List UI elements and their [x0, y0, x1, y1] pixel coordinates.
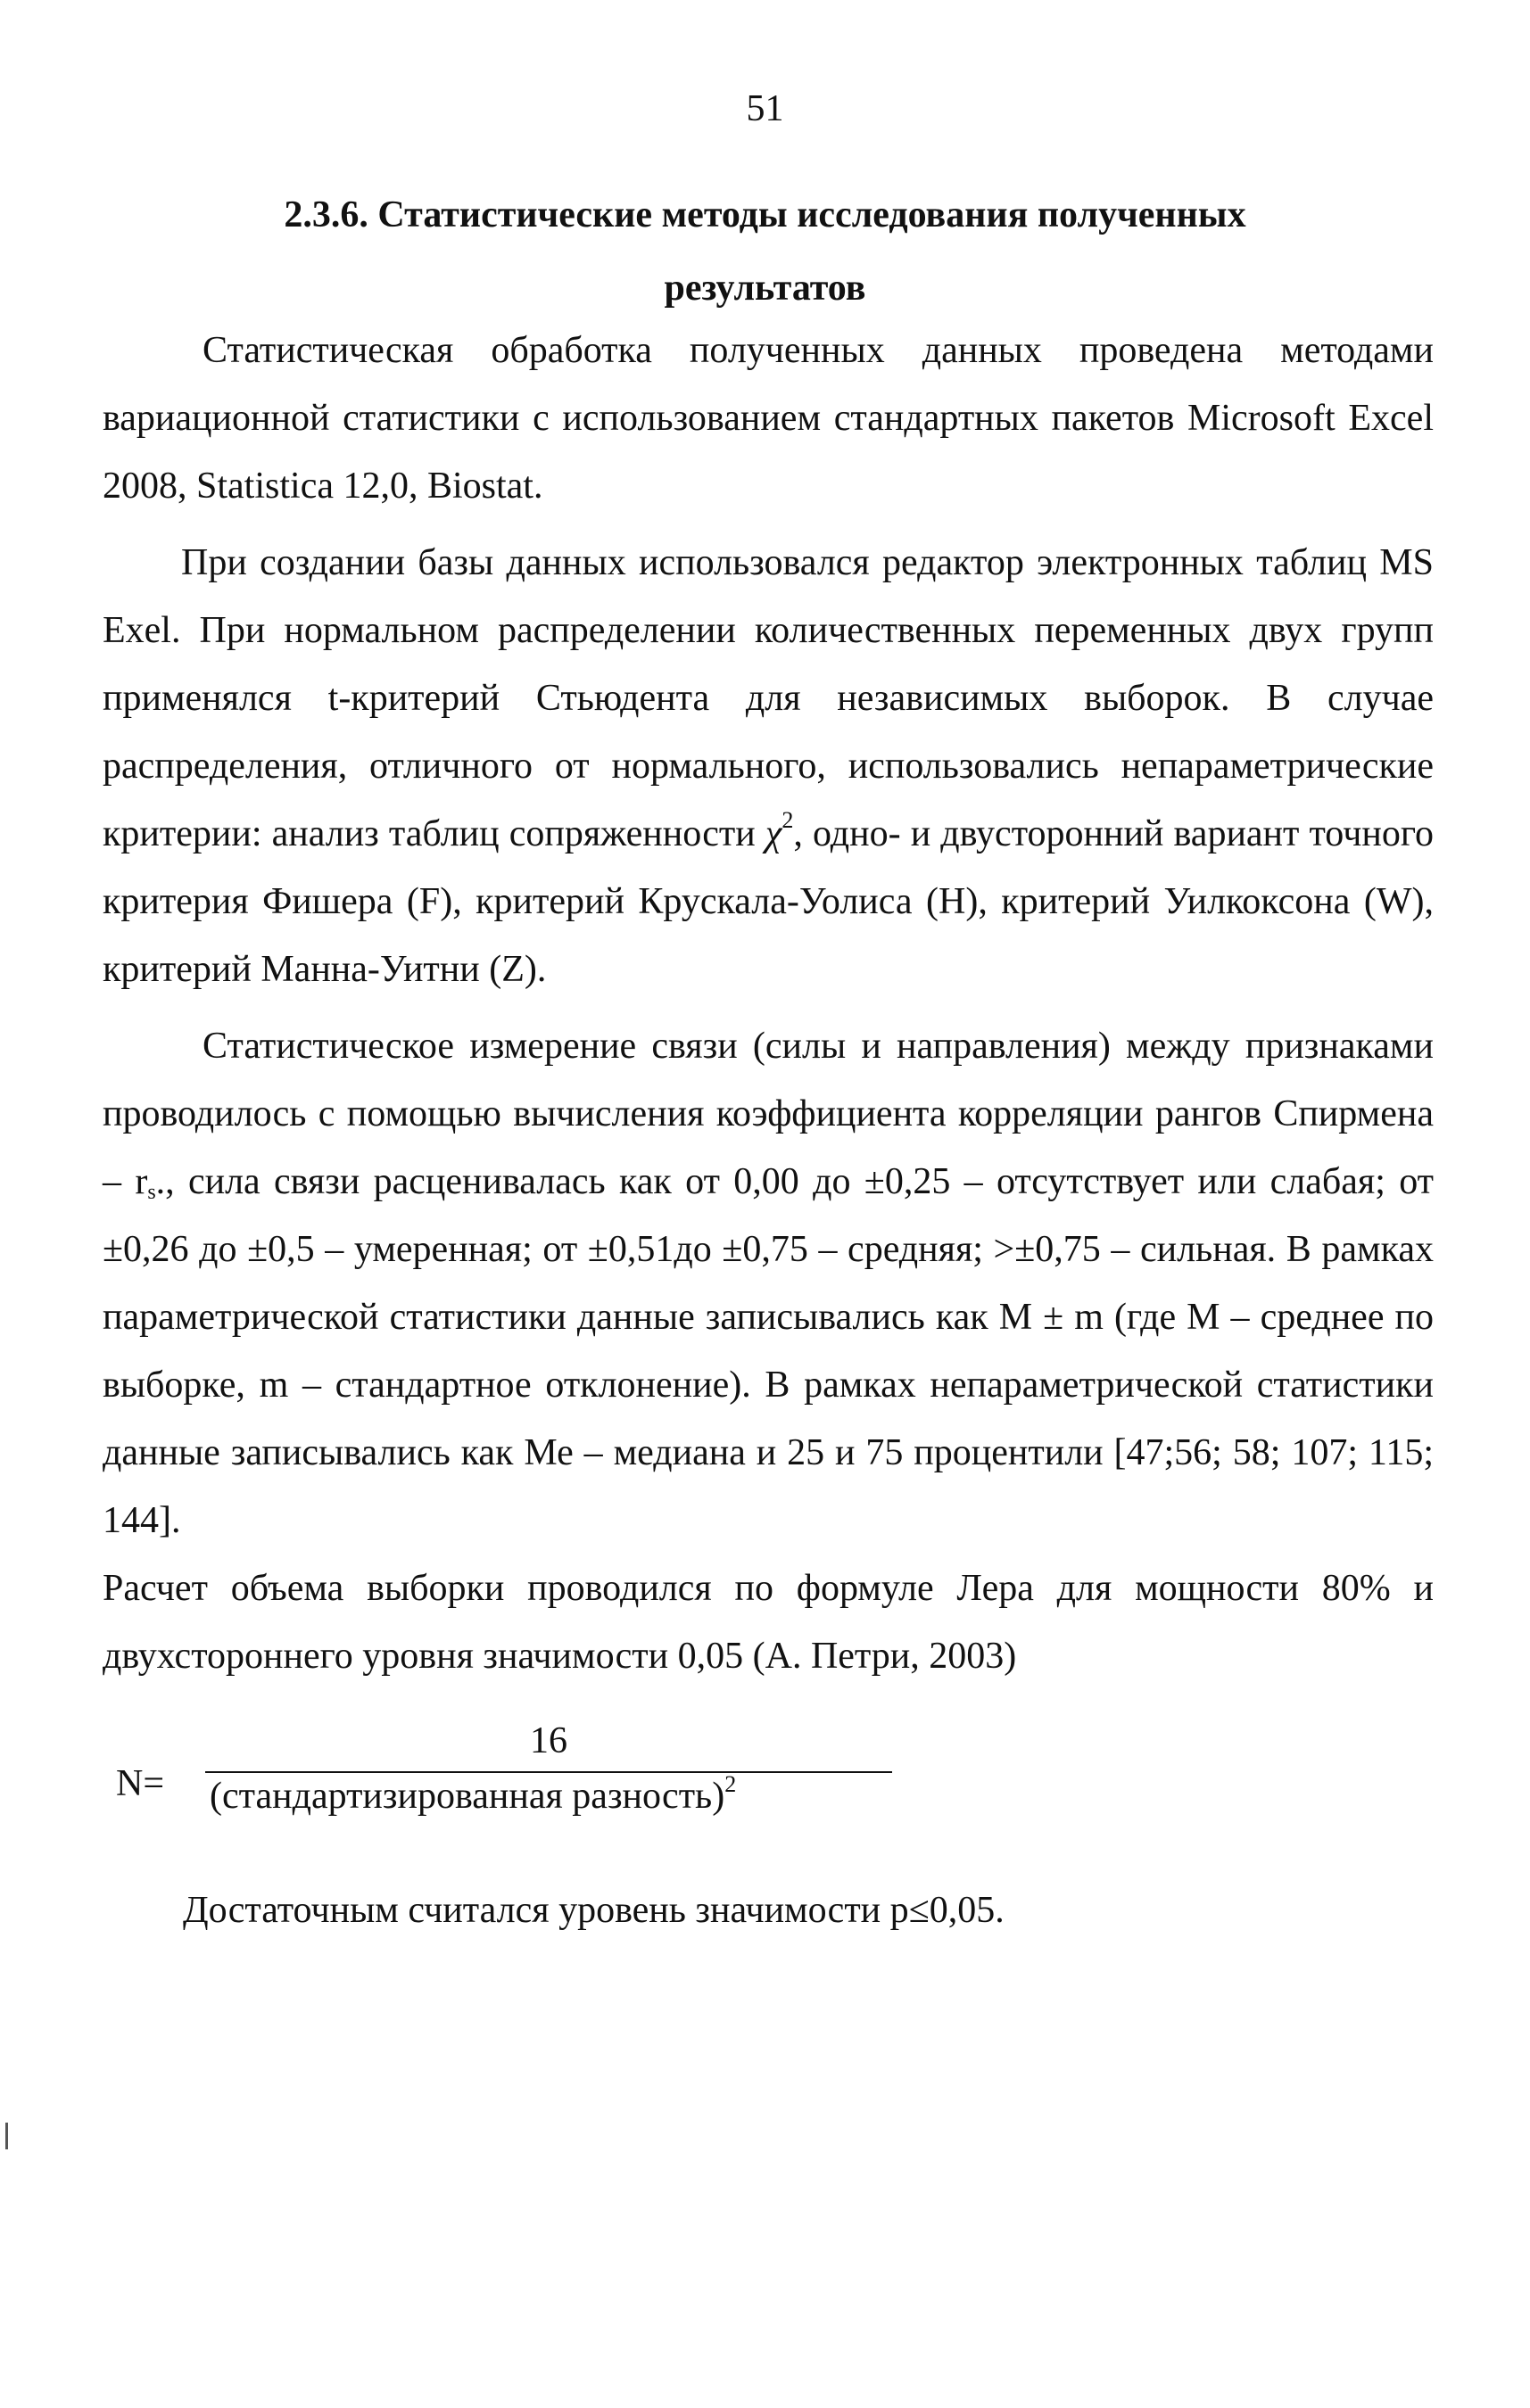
- formula-numerator: 16: [530, 1720, 567, 1761]
- correlation-text-start: Статистическое измерение связи (силы и направления) между признаками проводилось с помощью вычисления коэффициента корреляции рангов Спирмена – r: [103, 1026, 1434, 1202]
- correlation-text-end: ., сила связи расценивалась как от 0,00 до ±0,25 – отсутствует или слабая; от ±0,26 до ±0,5 – умеренная; от ±0,51до ±0,75 – средняя; >±0,75 – сильная. В рамках параметрической статистики данные записывались как M ± m (где M – среднее по выборке, m – стандартное отклонение). В рамках непараметрической статистики данные записывались как Ме – медиана и 25 и 75 процентили [47;56; 58; 107; 115; 144].: [103, 1161, 1434, 1541]
- formula-lhs: N=: [116, 1763, 165, 1804]
- criteria-text-end: , одно- и двусторонний вариант точного критерия Фишера (F), критерий Крускала-Уолиса (H), критерий Уилкоксона (W), критерий Манна-Уитни (Z).: [103, 813, 1434, 990]
- heading-line-2: результатов: [664, 268, 866, 309]
- scan-artifact: [5, 2123, 8, 2149]
- denominator-exponent: 2: [724, 1771, 737, 1797]
- significance-conclusion: Достаточным считался уровень значимости p≤0,05.: [183, 1890, 1005, 1931]
- formula-denominator: [210, 1771, 737, 1818]
- paragraph-software: Статистическая обработка полученных данных проведена методами вариационной статистики с использованием стандартных пакетов Microsoft Excel 2008, Statistica 12,0, Biostat.: [103, 330, 1434, 507]
- main-text: [103, 317, 1434, 1690]
- heading-line-1: 2.3.6. Статистические методы исследования полученных: [284, 194, 1246, 235]
- sample-size-formula: [116, 1719, 848, 1835]
- paragraph-sample-size: Расчет объема выборки проводился по формуле Лера для мощности 80% и двухстороннего уровня значимости 0,05 (А. Петри, 2003): [103, 1568, 1434, 1677]
- rs-subscript: s: [147, 1181, 156, 1204]
- denominator-text: (стандартизированная разность): [210, 1776, 725, 1817]
- criteria-text-start: При создании базы данных использовался редактор электронных таблиц MS Exel. При нормальном распределении количественных переменных двух групп применялся t-критерий Стьюдента для независимых выборок. В случае распределения, отличного от нормального, использовались непараметрические критерии: анализ таблиц сопряженности: [103, 542, 1434, 854]
- paragraph-correlation: [103, 1012, 1434, 1554]
- section-heading: [178, 178, 1352, 325]
- chi-symbol: χ: [765, 813, 782, 854]
- fraction-bar: [205, 1771, 892, 1773]
- chi-exponent: 2: [782, 807, 794, 833]
- page-number: 51: [746, 88, 784, 129]
- paragraph-criteria: [103, 529, 1434, 1003]
